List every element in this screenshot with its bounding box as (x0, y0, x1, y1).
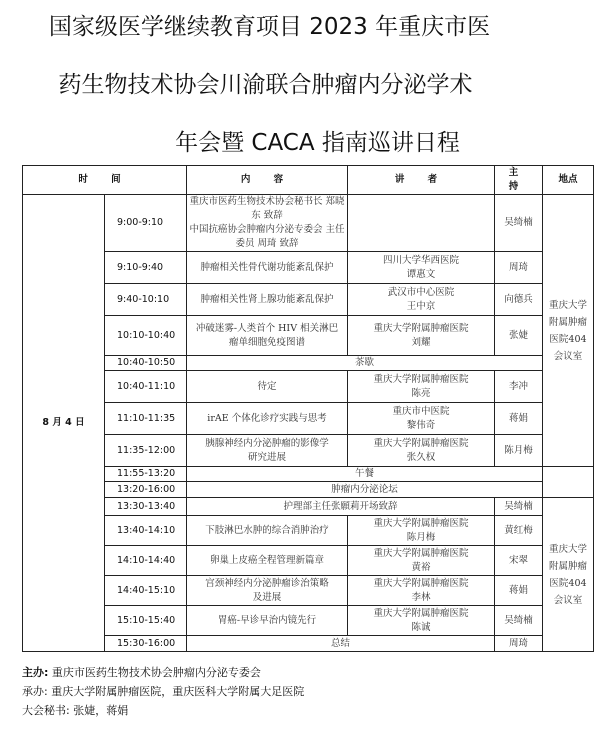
speaker-cell: 重庆大学附属肿瘤医院 刘耀 (348, 316, 495, 356)
header-venue: 地点 (543, 166, 594, 195)
time-cell: 13:30-13:40 (105, 498, 187, 516)
time-cell: 14:40-15:10 (105, 576, 187, 606)
footer-coorganizer: 承办: 重庆大学附属肿瘤医院，重庆医科大学附属大足医院 (22, 685, 305, 698)
speaker-cell: 重庆大学附属肿瘤医院 陈亮 (348, 371, 495, 403)
time-cell: 11:10-11:35 (105, 403, 187, 435)
table-row (23, 403, 594, 435)
span-cell: 总结 (187, 636, 495, 652)
time-cell: 11:55-13:20 (105, 467, 187, 482)
table-row (23, 252, 594, 284)
speaker-cell: 四川大学华西医院 谭惠文 (348, 252, 495, 284)
time-cell: 10:40-10:50 (105, 356, 187, 371)
table-header-row (23, 166, 594, 195)
content-cell: 卵巢上皮癌全程管理新篇章 (187, 546, 348, 576)
footer-organizer: 主办: 重庆市医药生物技术协会肿瘤内分泌专委会 (22, 666, 261, 679)
host-cell: 向德兵 (495, 284, 543, 316)
table-row (23, 516, 594, 546)
host-cell: 蒋娟 (495, 403, 543, 435)
header-content: 内 容 (187, 166, 348, 195)
span-cell: 午餐 (187, 467, 543, 482)
date-cell: 8 月 4 日 (23, 195, 105, 652)
speaker-cell: 重庆市中医院 黎伟奇 (348, 403, 495, 435)
table-row (23, 195, 594, 252)
venue-cell-morning: 重庆大学附属肿瘤医院404会议室 (543, 195, 594, 467)
title-line-3: 年会暨 CACA 指南巡讲日程 (175, 130, 460, 156)
content-cell: 肿瘤相关性肾上腺功能紊乱保护 (187, 284, 348, 316)
time-cell: 13:20-16:00 (105, 482, 187, 498)
host-cell: 李冲 (495, 371, 543, 403)
time-cell: 9:10-9:40 (105, 252, 187, 284)
host-cell: 吴绮楠 (495, 498, 543, 516)
host-cell: 宋翠 (495, 546, 543, 576)
content-cell: 胃癌-早诊早治内镜先行 (187, 606, 348, 636)
header-host: 主 持 (495, 166, 543, 195)
time-cell: 10:40-11:10 (105, 371, 187, 403)
table-row (23, 546, 594, 576)
span-cell: 护理部主任张願莉开场致辞 (187, 498, 495, 516)
content-cell: 胰腺神经内分泌肿瘤的影像学 研究进展 (187, 435, 348, 467)
content-cell: 冲破迷雾-人类首个 HIV 相关淋巴 瘤单细胞免疫图谱 (187, 316, 348, 356)
table-row (23, 482, 594, 498)
footer-secretary: 大会秘书: 张婕，蒋娟 (22, 704, 129, 717)
host-cell: 黄红梅 (495, 516, 543, 546)
time-cell: 15:10-15:40 (105, 606, 187, 636)
speaker-cell: 重庆大学附属肿瘤医院 李林 (348, 576, 495, 606)
table-row (23, 356, 594, 371)
time-cell: 14:10-14:40 (105, 546, 187, 576)
content-cell: 下肢淋巴水肿的综合消肿治疗 (187, 516, 348, 546)
content-cell: 待定 (187, 371, 348, 403)
time-cell: 13:40-14:10 (105, 516, 187, 546)
time-cell: 9:00-9:10 (105, 195, 187, 252)
speaker-cell: 重庆大学附属肿瘤医院 张久权 (348, 435, 495, 467)
span-cell: 茶歇 (187, 356, 543, 371)
table-row (23, 576, 594, 606)
header-speaker: 讲 者 (348, 166, 495, 195)
header-time: 时 间 (23, 166, 187, 195)
table-row (23, 498, 594, 516)
table-row (23, 435, 594, 467)
time-cell: 15:30-16:00 (105, 636, 187, 652)
content-cell: 重庆市医药生物技术协会秘书长 郑晓东 致辞 中国抗癌协会肿瘤内分泌专委会 主任委员 周琦 致辞 (187, 195, 348, 252)
host-cell: 周琦 (495, 636, 543, 652)
span-cell: 肿瘤内分泌论坛 (187, 482, 543, 498)
schedule-table (22, 165, 594, 652)
table-row (23, 284, 594, 316)
speaker-cell: 重庆大学附属肿瘤医院 陈月梅 (348, 516, 495, 546)
time-cell: 10:10-10:40 (105, 316, 187, 356)
table-row (23, 606, 594, 636)
title-line-2: 药生物技术协会川渝联合肿瘤内分泌学术 (58, 72, 473, 98)
host-cell: 吴绮楠 (495, 606, 543, 636)
host-cell: 蒋娟 (495, 576, 543, 606)
host-cell: 吴绮楠 (495, 195, 543, 252)
time-cell: 9:40-10:10 (105, 284, 187, 316)
speaker-cell (348, 195, 495, 252)
host-cell: 张婕 (495, 316, 543, 356)
table-row (23, 316, 594, 356)
time-cell: 11:35-12:00 (105, 435, 187, 467)
table-row (23, 371, 594, 403)
content-cell: 肿瘤相关性骨代谢功能紊乱保护 (187, 252, 348, 284)
venue-cell-afternoon: 重庆大学附属肿瘤医院404会议室 (543, 498, 594, 652)
speaker-cell: 重庆大学附属肿瘤医院 黄裕 (348, 546, 495, 576)
content-cell: 宫颈神经内分泌肿瘤诊治策略 及进展 (187, 576, 348, 606)
host-cell: 陈月梅 (495, 435, 543, 467)
speaker-cell: 重庆大学附属肿瘤医院 陈诚 (348, 606, 495, 636)
table-row (23, 636, 594, 652)
content-cell: irAE 个体化诊疗实践与思考 (187, 403, 348, 435)
title-line-1: 国家级医学继续教育项目 2023 年重庆市医 (48, 14, 491, 40)
table-row (23, 467, 594, 482)
venue-cell-break (543, 467, 594, 498)
host-cell: 周琦 (495, 252, 543, 284)
speaker-cell: 武汉市中心医院 王中京 (348, 284, 495, 316)
